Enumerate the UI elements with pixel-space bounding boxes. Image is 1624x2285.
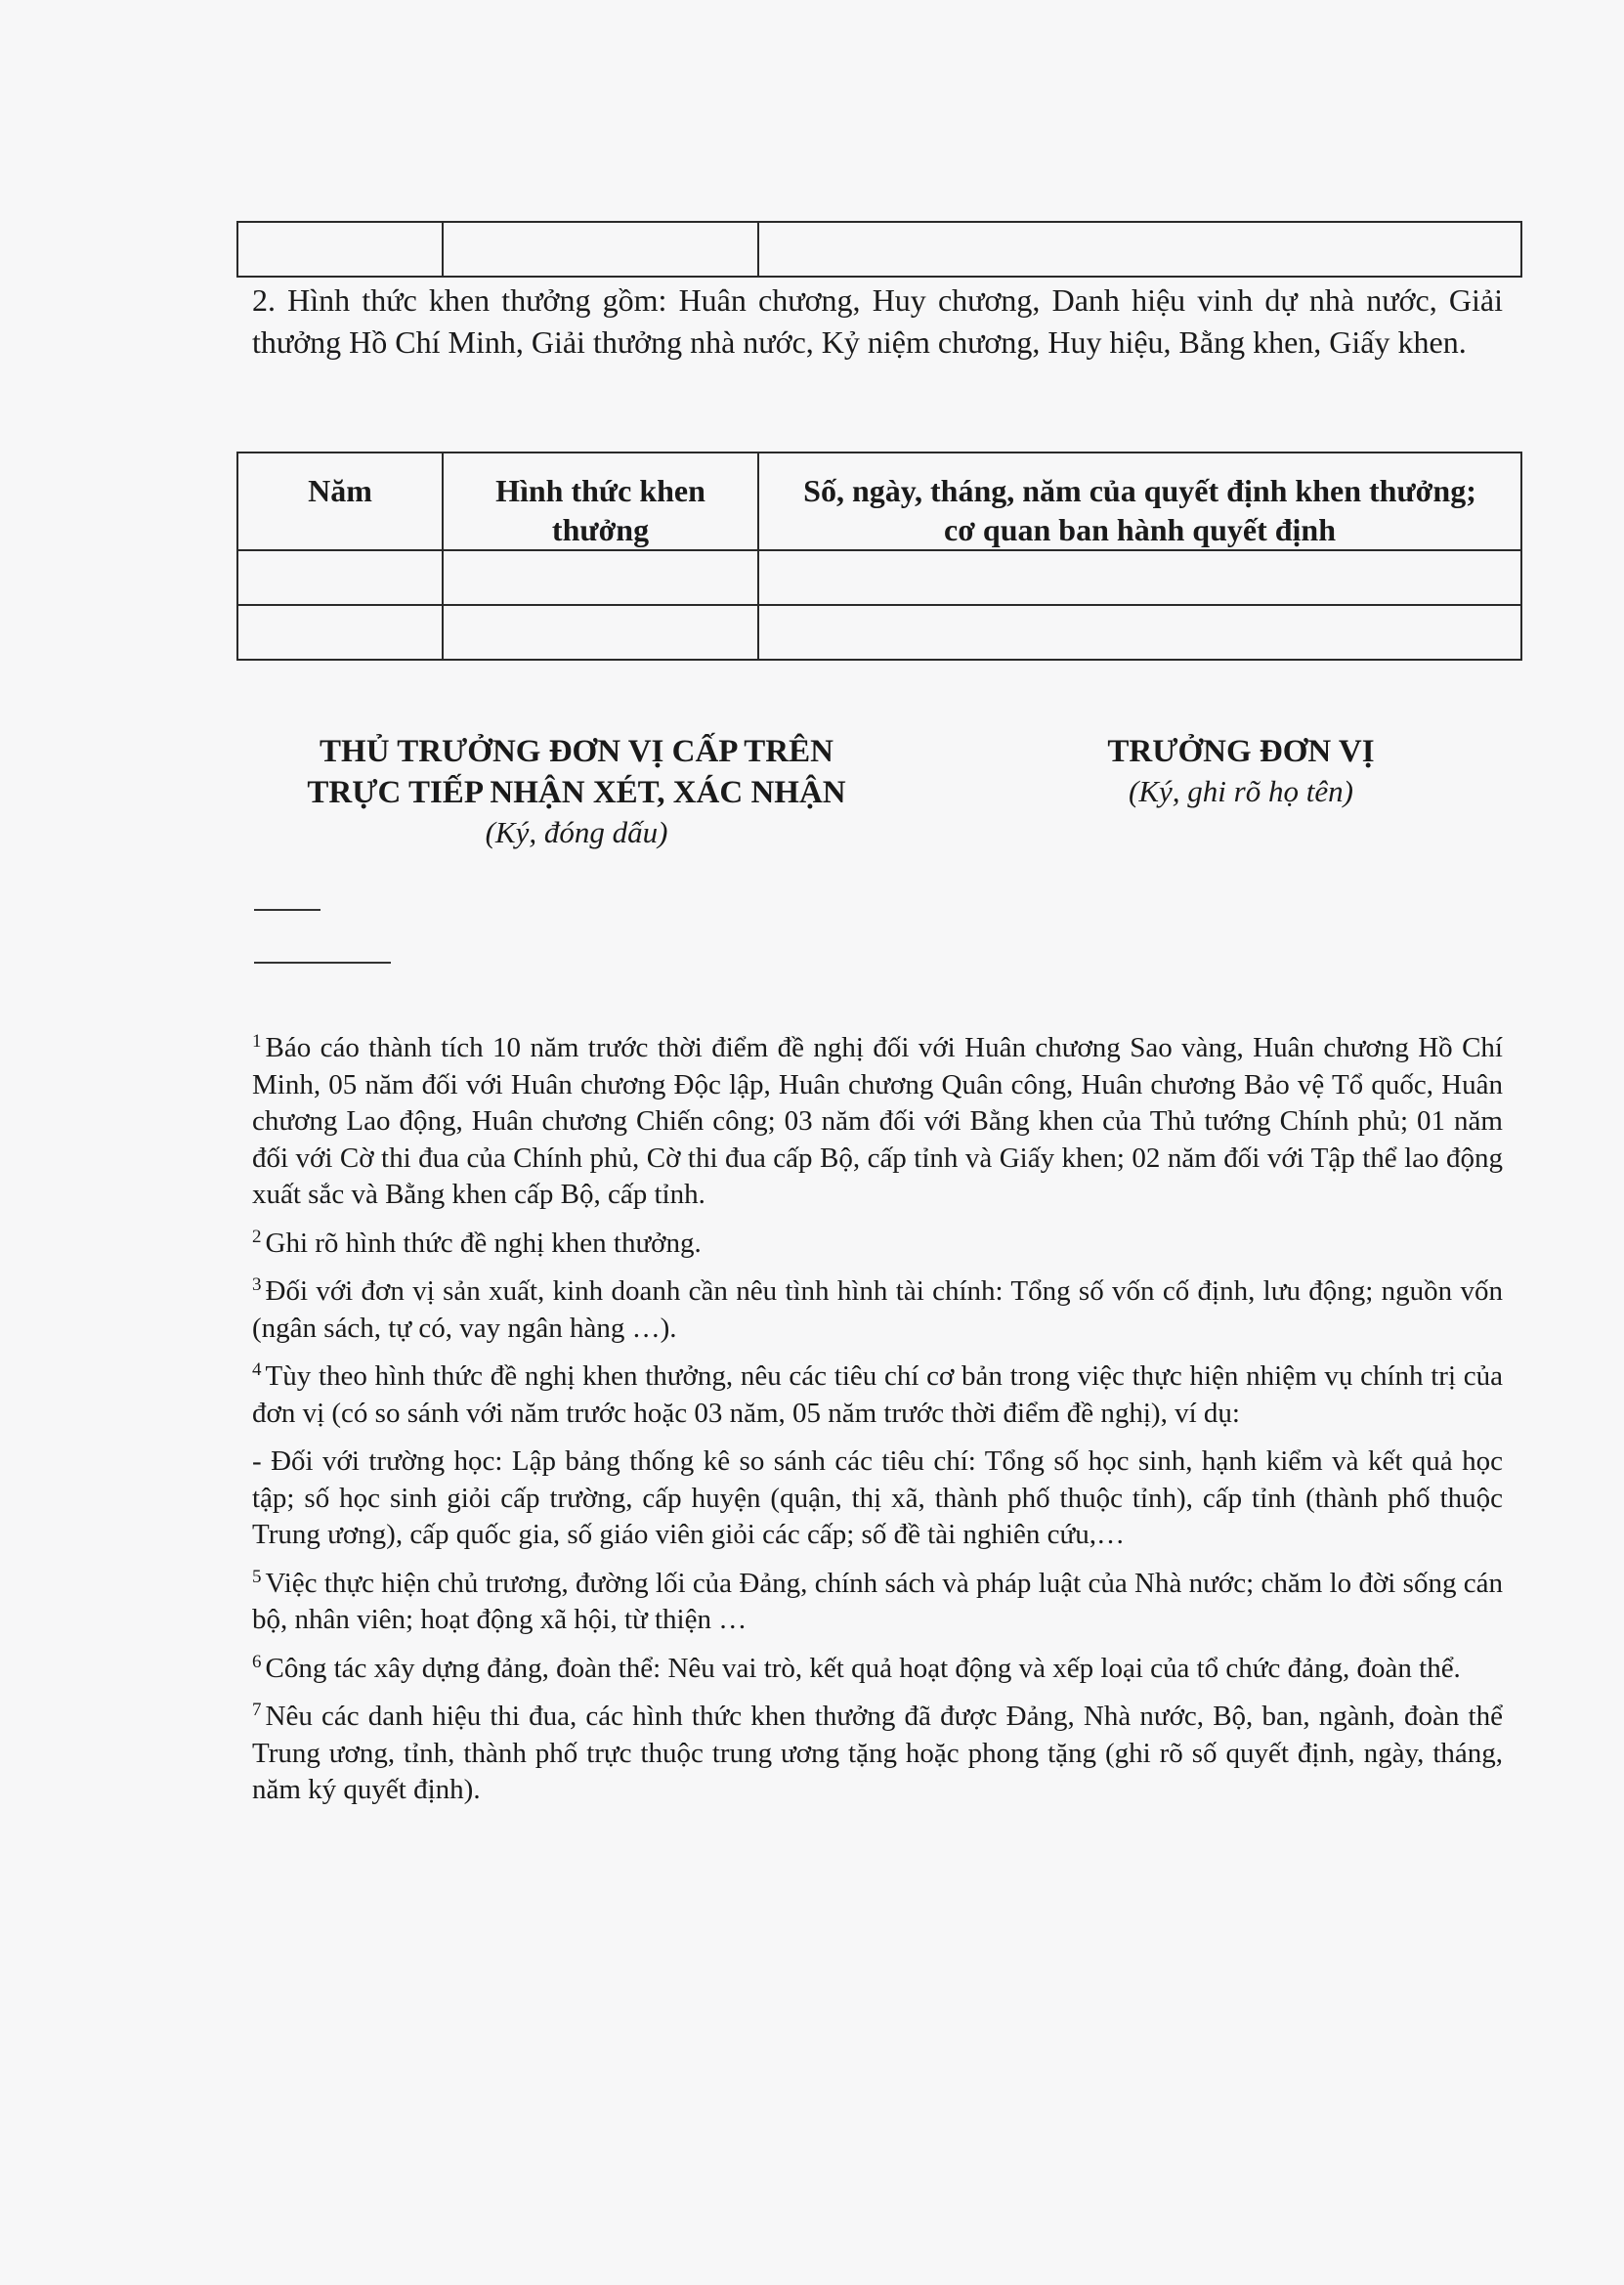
footnote [252,1566,1503,1639]
table-cell [758,605,1521,660]
footnote-number: 3 [252,1274,262,1295]
footnote-example [252,1444,1503,1554]
section-2-paragraph: 2. Hình thức khen thưởng gồm: Huân chương, Huy chương, Danh hiệu vinh dự nhà nước, Giải thưởng Hồ Chí Minh, Giải thưởng nhà nước, Kỷ niệm chương, Huy hiệu, Bằng khen, Giấy khen. [252,282,1503,360]
signature-note: (Ký, ghi rõ họ tên) [1129,774,1353,808]
footnote [252,1358,1503,1432]
table-cell [443,605,758,660]
table-cell [237,605,443,660]
footnote-number: 7 [252,1700,262,1720]
table-cell [443,550,758,605]
table-row [237,222,1521,277]
footnote-text: Công tác xây dựng đảng, đoàn thể: Nêu vai trò, kết quả hoạt động và xếp loại của tổ chức đảng, đoàn thể. [265,1652,1461,1684]
signature-block-superior [244,731,909,852]
table-cell [237,550,443,605]
signature-block-head [1055,731,1427,811]
footnote [252,1699,1503,1809]
awards-table [236,452,1522,661]
footnote [252,1030,1503,1214]
footnote-text: Đối với đơn vị sản xuất, kinh doanh cần nêu tình hình tài chính: Tổng số vốn cố định, lưu động; nguồn vốn (ngân sách, tự có, vay ngân hàng …). [252,1275,1503,1344]
footnote-text: Việc thực hiện chủ trương, đường lối của Đảng, chính sách và pháp luật của Nhà nước; chăm lo đời sống cán bộ, nhân viên; hoạt động xã hội, từ thiện … [252,1567,1503,1635]
header-year: Năm [237,453,443,550]
footnote-text: Nêu các danh hiệu thi đua, các hình thức khen thưởng đã được Đảng, Nhà nước, Bộ, ban, ngành, đoàn thể Trung ương, tỉnh, thành phố trực thuộc trung ương tặng hoặc phong tặng (ghi rõ số quyết định, ngày, tháng, năm ký quyết định). [252,1701,1503,1805]
footnote [252,1226,1503,1263]
footnote-separator [254,962,391,964]
footnote [252,1273,1503,1347]
table-cell [758,222,1521,277]
footnote-number: 2 [252,1226,262,1247]
header-award-form: Hình thức khen thưởng [443,453,758,550]
short-divider [254,909,321,911]
table-cell [237,222,443,277]
footnote-number: 4 [252,1359,262,1380]
footnote-number: 5 [252,1566,262,1587]
signature-title-line1: THỦ TRƯỞNG ĐƠN VỊ CẤP TRÊN [320,734,833,769]
footnote [252,1651,1503,1688]
table-cell [758,550,1521,605]
signature-title-line2: TRỰC TIẾP NHẬN XÉT, XÁC NHẬN [307,775,846,810]
footnote-number: 1 [252,1031,262,1052]
footnote-text: Ghi rõ hình thức đề nghị khen thưởng. [265,1227,702,1259]
footnote-number: 6 [252,1651,262,1672]
signature-note: (Ký, đóng dấu) [485,815,668,849]
continued-table [236,221,1522,278]
footnote-text: Tùy theo hình thức đề nghị khen thưởng, nêu các tiêu chí cơ bản trong việc thực hiện nhiệm vụ chính trị của đơn vị (có so sánh với năm trước hoặc 03 năm, 05 năm trước thời điểm đề nghị), ví dụ: [252,1360,1503,1429]
table-row [237,550,1521,605]
footnote-text: - Đối với trường học: Lập bảng thống kê so sánh các tiêu chí: Tổng số học sinh, hạnh kiểm và kết quả học tập; số học sinh giỏi cấp trường, cấp huyện (quận, thị xã, thành phố thuộc tỉnh), cấp tỉnh (thành phố thuộc Trung ương), cấp quốc gia, số giáo viên giỏi các cấp; số đề tài nghiên cứu,… [252,1445,1503,1550]
footnote-text: Báo cáo thành tích 10 năm trước thời điểm đề nghị đối với Huân chương Sao vàng, Huân chương Hồ Chí Minh, 05 năm đối với Huân chương Độc lập, Huân chương Quân công, Huân chương Bảo vệ Tổ quốc, Huân chương Lao động, Huân chương Chiến công; 03 năm đối với Bằng khen của Thủ tướng Chính phủ; 01 năm đối với Cờ thi đua của Chính phủ, Cờ thi đua cấp Bộ, cấp tỉnh và Giấy khen; 02 năm đối với Tập thể lao động xuất sắc và Bằng khen cấp Bộ, cấp tỉnh. [252,1032,1503,1210]
table-row [237,605,1521,660]
header-decision: Số, ngày, tháng, năm của quyết định khen thưởng; cơ quan ban hành quyết định [758,453,1521,550]
table-header-row [237,453,1521,550]
table-cell [443,222,758,277]
footnotes [252,1030,1503,1821]
signature-title: TRƯỞNG ĐƠN VỊ [1107,734,1375,769]
